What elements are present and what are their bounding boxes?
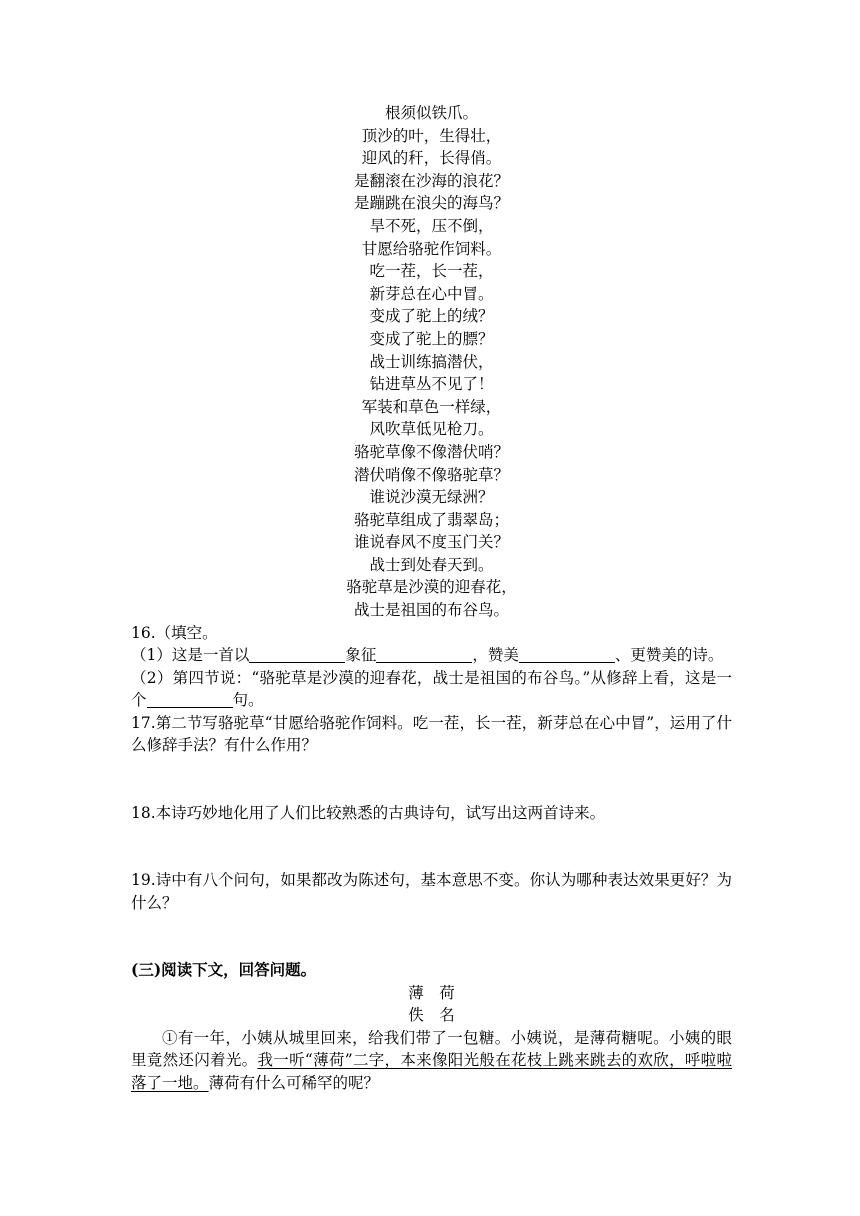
answer-blank[interactable]	[376, 646, 472, 663]
underlined-sentence: 我一听“薄荷”二字，本来像阳光般在花枝上跳来跳去的欢欣，呼啦啦落了一地。	[131, 1051, 732, 1092]
question-17: 17.第二节写骆驼草“甘愿给骆驼作饲料。吃一茬，长一茬，新芽总在心中冒”，运用了什么修辞手法？有什么作用？	[131, 713, 732, 755]
question-16	[131, 622, 732, 712]
poem-line: 钻进草丛不见了！	[369, 375, 494, 394]
poem-line: 变成了驼上的绒？	[369, 307, 494, 326]
poem-line: 战士训练搞潜伏，	[369, 352, 494, 371]
poem-line: 是翻滚在沙海的浪花？	[353, 171, 509, 190]
q16-part2: （2）第四节说：“骆驼草是沙漠的迎春花，战士是祖国的布谷鸟。”从修辞上看，这是一个 句。	[131, 668, 732, 710]
poem-line: 谁说沙漠无绿洲？	[369, 488, 494, 507]
poem-line: 战士到处春天到。	[369, 555, 494, 574]
document-page	[131, 102, 732, 1094]
poem-line: 吃一茬，长一茬，	[369, 262, 494, 281]
poem-line: 骆驼草组成了翡翠岛；	[353, 510, 509, 529]
poem-line: 谁说春风不度玉门关？	[353, 533, 509, 552]
poem-line: 新芽总在心中冒。	[369, 284, 494, 303]
poem-line: 潜伏哨像不像骆驼草？	[353, 465, 509, 484]
poem-line: 战士是祖国的布谷鸟。	[353, 601, 509, 620]
poem-line: 迎风的秆，长得俏。	[361, 149, 502, 168]
poem-line: 骆驼草像不像潜伏哨？	[353, 442, 509, 461]
question-18: 18.本诗巧妙地化用了人们比较熟悉的古典诗句，试写出这两首诗来。	[131, 803, 606, 822]
question-19: 19.诗中有八个问句，如果都改为陈述句，基本意思不变。你认为哪种表达效果更好？为什么？	[131, 871, 732, 912]
poem-line: 顶沙的叶，生得壮，	[361, 126, 502, 145]
poem-line: 旱不死，压不倒，	[369, 216, 494, 235]
poem-line: 风吹草低见枪刀。	[369, 420, 494, 439]
article-title: 薄 荷	[408, 983, 455, 1002]
poem-line: 根须似铁爪。	[384, 104, 478, 122]
section-heading: (三)阅读下文，回答问题。	[131, 960, 317, 980]
article-paragraph-1: ①有一年，小姨从城里回来，给我们带了一包糖。小姨说，是薄荷糖呢。小姨的眼里竟然还闪着光。我一听“薄荷”二字，本来像阳光般在花枝上跳来跳去的欢欣，呼啦啦落了一地。薄荷有什么可稀罕的呢？	[131, 1028, 732, 1092]
q16-part1: （1）这是一首以 象征 ，赞美 、更赞美的诗。	[131, 646, 724, 665]
poem-line: 变成了驼上的膘？	[369, 329, 494, 348]
answer-blank[interactable]	[249, 646, 345, 663]
poem	[131, 102, 732, 622]
article-author: 佚 名	[408, 1006, 455, 1025]
answer-blank[interactable]	[519, 646, 615, 663]
poem-line: 甘愿给骆驼作饲料。	[361, 239, 502, 258]
poem-line: 是蹦跳在浪尖的海鸟？	[353, 194, 509, 213]
poem-line: 骆驼草是沙漠的迎春花，	[346, 578, 517, 597]
answer-blank[interactable]	[147, 691, 233, 708]
q16-heading: 16.（填空。	[131, 623, 218, 642]
poem-line: 军装和草色一样绿，	[361, 397, 502, 416]
